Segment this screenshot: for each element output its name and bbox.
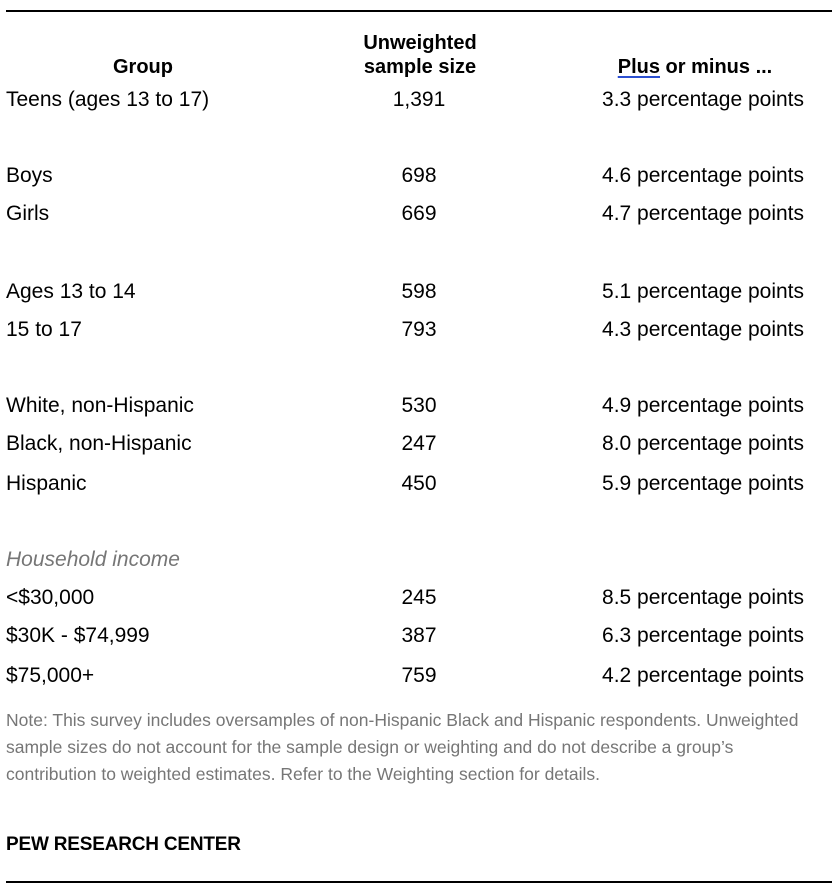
bottom-rule <box>6 881 832 883</box>
table-row <box>0 199 840 229</box>
header-sample-line2: sample size <box>363 56 477 78</box>
table-row <box>0 315 840 345</box>
row-sample-size: 247 <box>401 432 437 455</box>
row-margin-of-error: 5.1 percentage points <box>602 280 804 303</box>
row-group: 15 to 17 <box>6 318 82 341</box>
row-group: White, non-Hispanic <box>6 394 194 417</box>
footnote: Note: This survey includes oversamples of non-Hispanic Black and Hispanic respondents. Unweighted sample sizes do not account for the sample design or weighting and do not describe a group’s contribution to weighted estimates. Refer to the Weighting section for details. <box>6 710 799 784</box>
row-margin-of-error: 6.3 percentage points <box>602 624 804 647</box>
row-sample-size: 793 <box>401 318 437 341</box>
header-sample-line1: Unweighted <box>363 32 477 54</box>
table-row <box>0 277 840 307</box>
row-sample-size: 698 <box>401 164 437 187</box>
table-row <box>0 583 840 613</box>
row-margin-of-error: 4.2 percentage points <box>602 664 804 687</box>
top-rule <box>6 10 832 12</box>
table-row <box>0 661 840 691</box>
table-row <box>0 161 840 191</box>
row-group: Girls <box>6 202 50 225</box>
row-sample-size: 1,391 <box>392 88 446 111</box>
row-group: Teens (ages 13 to 17) <box>6 88 210 111</box>
row-group: Black, non-Hispanic <box>6 432 192 455</box>
table-row <box>0 469 840 499</box>
row-sample-size: 530 <box>401 394 437 417</box>
row-margin-of-error: 4.7 percentage points <box>602 202 804 225</box>
source-credit: PEW RESEARCH CENTER <box>6 834 241 855</box>
header-group: Group <box>113 56 173 78</box>
header-sample-size <box>330 31 510 79</box>
row-sample-size: 387 <box>401 624 437 647</box>
row-group: Hispanic <box>6 472 87 495</box>
row-sample-size: 245 <box>401 586 437 609</box>
header-plus-underlined: Plus <box>617 56 660 78</box>
row-sample-size: 450 <box>401 472 437 495</box>
header-plus-rest: or minus ... <box>660 56 773 78</box>
table-row <box>0 621 840 651</box>
row-group: Ages 13 to 14 <box>6 280 136 303</box>
table-row <box>0 429 840 459</box>
section-household-income: Household income <box>6 548 180 571</box>
row-margin-of-error: 4.9 percentage points <box>602 394 804 417</box>
table-row <box>0 391 840 421</box>
header-plus-minus <box>560 55 830 79</box>
row-sample-size: 598 <box>401 280 437 303</box>
row-group: $30K - $74,999 <box>6 624 150 647</box>
row-group: Boys <box>6 164 53 187</box>
row-margin-of-error: 3.3 percentage points <box>602 88 804 111</box>
row-sample-size: 759 <box>401 664 437 687</box>
table-row <box>0 85 840 115</box>
row-margin-of-error: 8.5 percentage points <box>602 586 804 609</box>
row-group: <$30,000 <box>6 586 95 609</box>
row-group: $75,000+ <box>6 664 95 687</box>
row-margin-of-error: 4.6 percentage points <box>602 164 804 187</box>
row-sample-size: 669 <box>401 202 437 225</box>
row-margin-of-error: 8.0 percentage points <box>602 432 804 455</box>
row-margin-of-error: 4.3 percentage points <box>602 318 804 341</box>
row-margin-of-error: 5.9 percentage points <box>602 472 804 495</box>
